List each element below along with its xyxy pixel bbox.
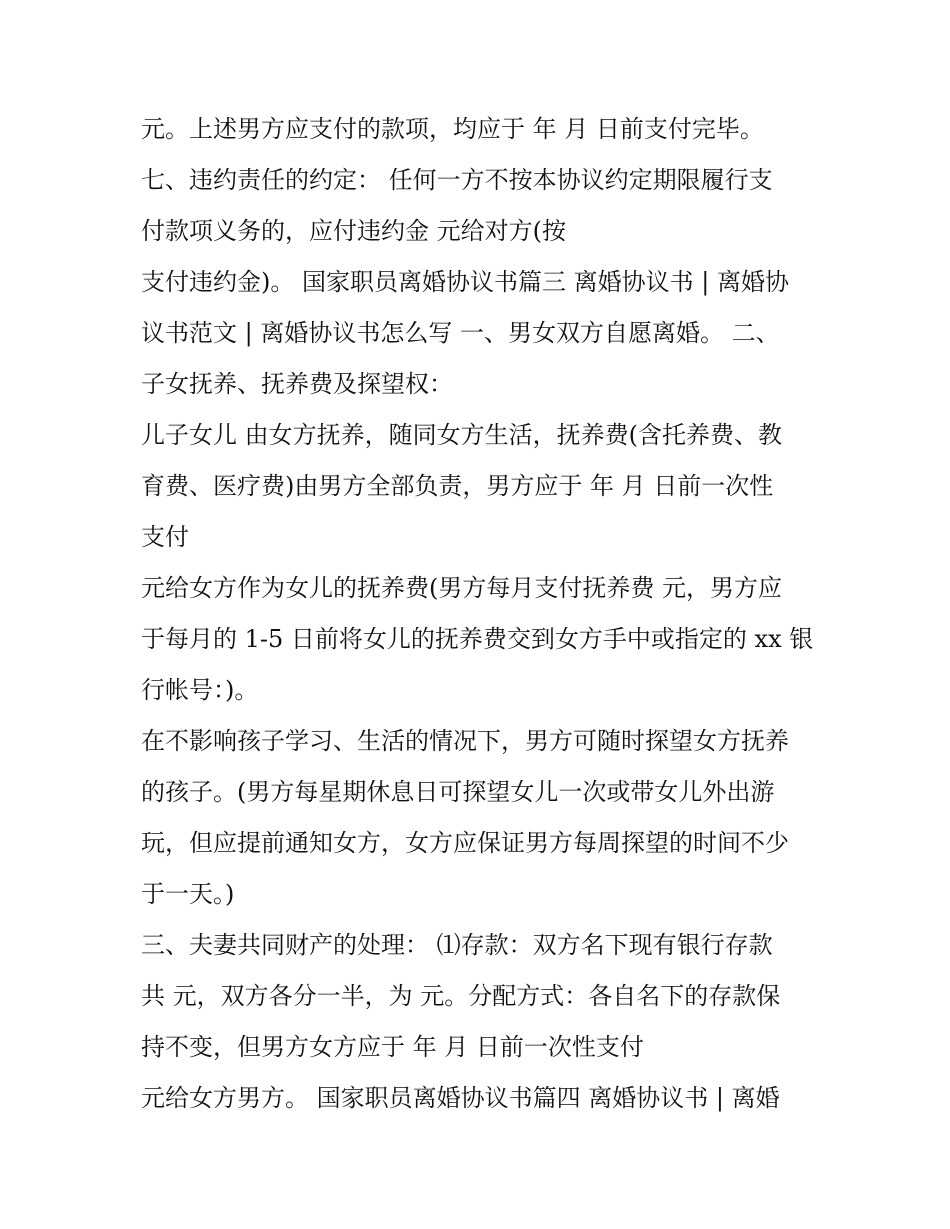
text-line: 在不影响孩子学习、生活的情况下，男方可随时探望女方抚养 [141,727,789,755]
text-line: 议书范文 | 离婚协议书怎么写 一、男女双方自愿离婚。 二、 [141,319,780,347]
text-line: 元给女方男方。 国家职员离婚协议书篇四 离婚协议书 | 离婚 [141,1084,780,1112]
text-line: 七、违约责任的约定： 任何一方不按本协议约定期限履行支 [141,166,773,194]
text-line: 行帐号：)。 [141,676,259,704]
text-line: 三、夫妻共同财产的处理： ⑴存款：双方名下现有银行存款 [141,931,773,959]
text-line: 支付 [141,523,189,551]
text-line: 持不变，但男方女方应于 年 月 日前一次性支付 [141,1033,644,1061]
text-line: 的孩子。(男方每星期休息日可探望女儿一次或带女儿外出游 [141,778,775,806]
text-line: 共 元，双方各分一半，为 元。分配方式：各自名下的存款保 [141,982,781,1010]
text-line: 元。上述男方应支付的款项，均应于 年 月 日前支付完毕。 [141,115,764,143]
text-line: 儿子女儿 由女方抚养，随同女方生活，抚养费(含托养费、教 [141,421,782,449]
text-line: 玩，但应提前通知女方，女方应保证男方每周探望的时间不少 [141,829,789,857]
document-body [141,104,831,1124]
text-line: 支付违约金)。 国家职员离婚协议书篇三 离婚协议书 | 离婚协 [141,268,789,296]
text-line: 子女抚养、抚养费及探望权： [141,370,453,398]
text-line: 于一天。) [141,880,235,908]
text-line: 于每月的 1-5 日前将女儿的抚养费交到女方手中或指定的 xx 银 [141,625,814,653]
text-line: 元给女方作为女儿的抚养费(男方每月支付抚养费 元，男方应 [141,574,782,602]
text-line: 付款项义务的，应付违约金 元给对方(按 [141,217,566,245]
text-line: 育费、医疗费)由男方全部负责，男方应于 年 月 日前一次性 [141,472,774,500]
